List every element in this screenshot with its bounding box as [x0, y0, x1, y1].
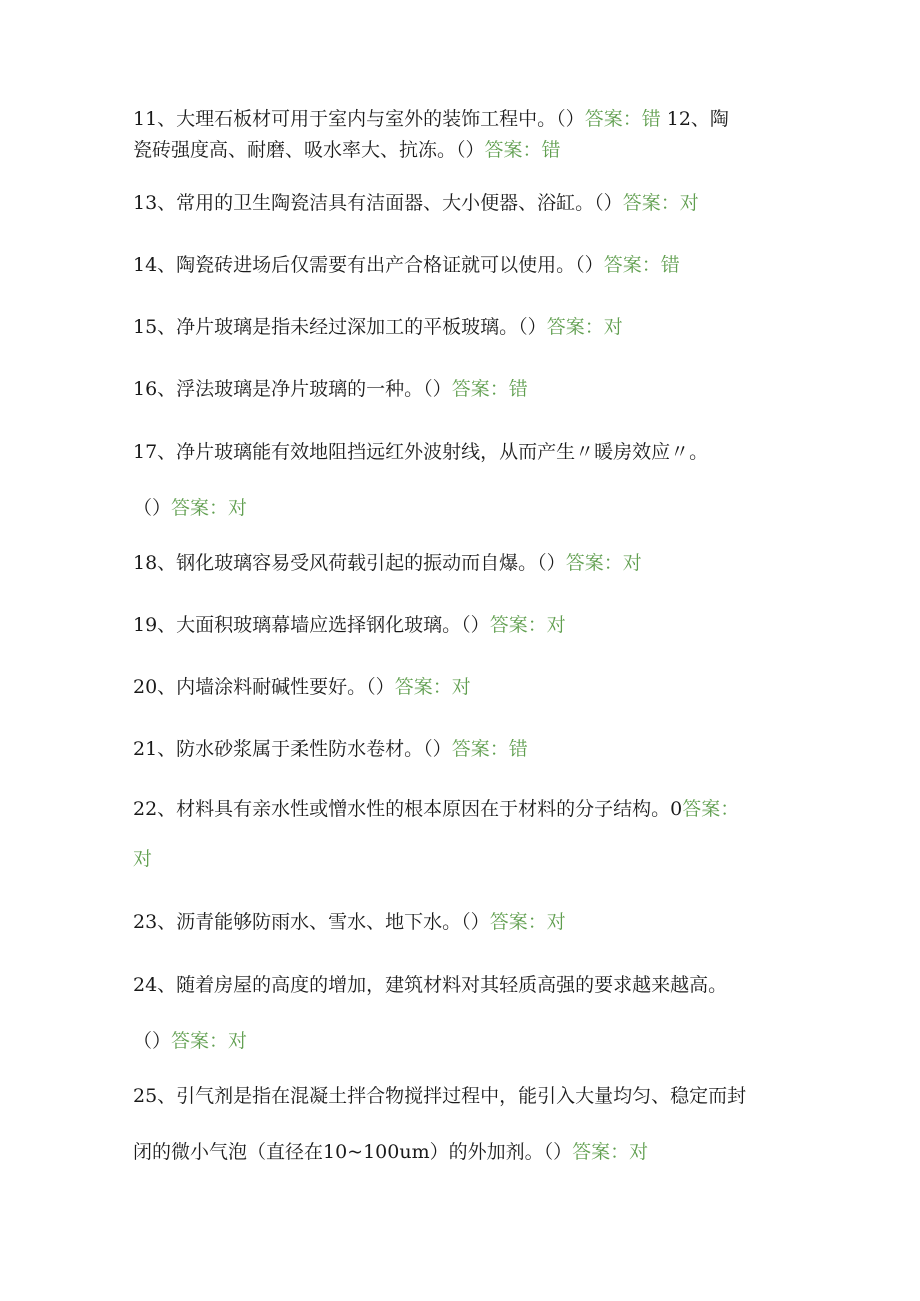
question-text: 20、内墙涂料耐碱性要好。（）: [133, 676, 395, 698]
answer-text: 答案：对: [489, 911, 566, 933]
answer-text: 答案：对: [171, 1030, 248, 1052]
question-text: （）: [133, 497, 172, 519]
question-17: [133, 424, 793, 536]
question-text: 瓷砖强度高、耐磨、吸水率大、抗冻。（）: [133, 139, 485, 161]
question-text: 23、沥青能够防雨水、雪水、地下水。（）: [133, 911, 490, 933]
answer-text: 答案：对: [546, 316, 623, 338]
question-text: 25、引气剂是指在混凝土拌合物搅拌过程中，能引入大量均匀、稳定而封: [133, 1085, 747, 1107]
answer-text: 答案：对: [489, 614, 566, 636]
question-text: 13、常用的卫生陶瓷洁具有洁面器、大小便器、浴缸。（）: [133, 192, 623, 214]
question-19: [133, 610, 793, 640]
question-text: 12、陶: [660, 108, 729, 130]
question-text: 17、净片玻璃能有效地阻挡远红外波射线，从而产生〃暖房效应〃。: [133, 441, 709, 463]
question-text: 11、大理石板材可用于室内与室外的装饰工程中。（）: [133, 108, 585, 130]
question-text: 24、随着房屋的高度的增加，建筑材料对其轻质高强的要求越来越高。: [133, 974, 728, 996]
answer-text: 答案：对: [622, 192, 699, 214]
answer-text: 答案：对: [394, 676, 471, 698]
question-13: [133, 188, 793, 218]
question-18: [133, 548, 793, 578]
question-15: [133, 312, 793, 342]
question-16: [133, 374, 793, 404]
answer-text: 答案：错: [484, 139, 561, 161]
question-text: 22、材料具有亲水性或憎水性的根本原因在于材料的分子结构。0: [133, 798, 683, 820]
question-text: 19、大面积玻璃幕墙应选择钢化玻璃。（）: [133, 614, 490, 636]
question-14: [133, 250, 793, 280]
question-20: [133, 672, 793, 702]
answer-text: 答案：对: [171, 497, 248, 519]
question-24: [133, 957, 793, 1069]
question-text: 21、防水砂浆属于柔性防水卷材。（）: [133, 738, 452, 760]
answer-text: 答案：错: [603, 254, 680, 276]
question-23: [133, 907, 793, 937]
answer-text: 对: [133, 848, 153, 870]
question-21: [133, 734, 793, 764]
answer-text: 答案：错: [584, 108, 661, 130]
answer-text: 答案：: [682, 798, 740, 820]
question-text: 18、钢化玻璃容易受风荷载引起的振动而自爆。（）: [133, 552, 566, 574]
question-text: 14、陶瓷砖进场后仅需要有出产合格证就可以使用。（）: [133, 254, 604, 276]
answer-text: 答案：错: [451, 738, 528, 760]
answer-text: 答案：对: [565, 552, 642, 574]
question-25: [133, 1068, 793, 1180]
answer-text: 答案：错: [451, 378, 528, 400]
question-text: 15、净片玻璃是指未经过深加工的平板玻璃。（）: [133, 316, 547, 338]
question-11-12: [133, 104, 793, 166]
answer-text: 答案：对: [572, 1141, 649, 1163]
question-text: 闭的微小气泡（直径在10~100um）的外加剂。（）: [133, 1141, 573, 1163]
question-22: [133, 784, 793, 884]
question-text: 16、浮法玻璃是净片玻璃的一种。（）: [133, 378, 452, 400]
question-text: （）: [133, 1030, 172, 1052]
